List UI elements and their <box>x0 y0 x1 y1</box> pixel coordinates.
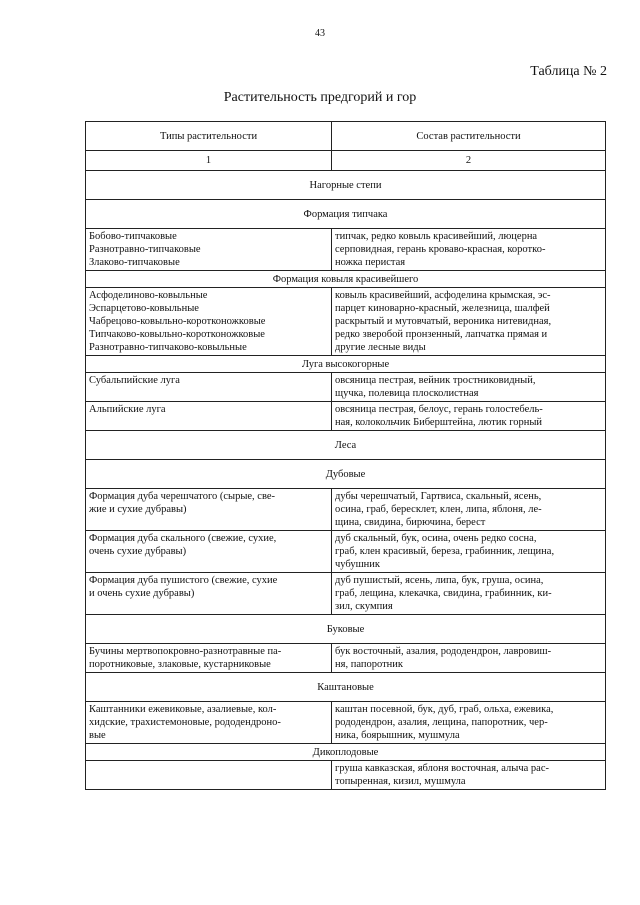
vegetation-type-cell <box>86 229 332 271</box>
vegetation-type-line: Чабрецово-ковыльно-коротконожковые <box>89 316 266 327</box>
vegetation-type-cell <box>86 761 332 790</box>
section-heading: Каштановые <box>86 673 606 702</box>
vegetation-composition-line: каштан посевной, бук, дуб, граб, ольха, ежевика, <box>335 704 554 715</box>
vegetation-composition-line: серповидная, герань кроваво-красная, коротко- <box>335 244 546 255</box>
column-number-row <box>86 151 606 171</box>
section-heading: Дикоплодовые <box>86 744 606 761</box>
vegetation-composition-line: груша кавказская, яблоня восточная, алыча рас- <box>335 763 549 774</box>
vegetation-type-line: Разнотравно-типчаковые <box>89 244 201 255</box>
vegetation-composition-line: другие лесные виды <box>335 342 426 353</box>
vegetation-table <box>85 121 606 790</box>
vegetation-composition-line: ножка перистая <box>335 257 406 268</box>
vegetation-composition-cell <box>332 489 606 531</box>
vegetation-composition-line: ня, папоротник <box>335 659 403 670</box>
vegetation-composition-line: ная, колокольчик Биберштейна, лютик горный <box>335 417 543 428</box>
table-header-row <box>86 122 606 151</box>
section-heading-row <box>86 356 606 373</box>
vegetation-type-cell <box>86 288 332 356</box>
table-title: Растительность предгорий и гор <box>223 90 417 105</box>
vegetation-composition-line: типчак, редко ковыль красивейший, люцерна <box>335 231 538 242</box>
section-heading-row <box>86 744 606 761</box>
vegetation-composition-line: дуб пушистый, ясень, липа, бук, груша, осина, <box>335 575 544 586</box>
table-row <box>86 229 606 271</box>
vegetation-type-line: Разнотравно-типчаково-ковыльные <box>89 342 247 353</box>
vegetation-composition-line: раскрытый и мутовчатый, вероника нитевидная, <box>335 316 552 327</box>
section-heading: Буковые <box>86 615 606 644</box>
vegetation-type-line: Эспарцетово-ковыльные <box>89 303 199 314</box>
vegetation-type-line: Злаково-типчаковые <box>89 257 180 268</box>
column-header-types: Типы растительности <box>86 122 332 151</box>
column-header-composition: Состав растительности <box>332 122 606 151</box>
vegetation-type-cell <box>86 573 332 615</box>
vegetation-composition-cell <box>332 531 606 573</box>
section-heading: Формация типчака <box>86 200 606 229</box>
table-row <box>86 373 606 402</box>
vegetation-composition-line: чубушник <box>335 559 381 570</box>
vegetation-type-line: и очень сухие дубравы) <box>89 588 195 599</box>
vegetation-type-line: Асфоделиново-ковыльные <box>89 290 208 301</box>
vegetation-composition-line: овсяница пестрая, вейник тростниковидный, <box>335 375 536 386</box>
section-heading: Луга высокогорные <box>86 356 606 373</box>
vegetation-composition-line: бук восточный, азалия, рододендрон, лавровиш- <box>335 646 552 657</box>
vegetation-type-line: хидские, трахистемоновые, рододендроно- <box>89 717 281 728</box>
vegetation-composition-line: зил, скумпия <box>335 601 393 612</box>
vegetation-composition-line: дуб скальный, бук, осина, очень редко сосна, <box>335 533 537 544</box>
vegetation-composition-line: щучка, полевица плосколистная <box>335 388 479 399</box>
vegetation-composition-line: ковыль красивейший, асфоделина крымская, эс- <box>335 290 551 301</box>
vegetation-composition-line: ника, боярышник, мушмула <box>335 730 460 741</box>
vegetation-type-line: очень сухие дубравы) <box>89 546 187 557</box>
section-heading-row <box>86 615 606 644</box>
vegetation-composition-line: овсяница пестрая, белоус, герань голостебель- <box>335 404 543 415</box>
section-heading: Дубовые <box>86 460 606 489</box>
table-row <box>86 573 606 615</box>
vegetation-composition-cell <box>332 573 606 615</box>
table-row <box>86 702 606 744</box>
table-row <box>86 761 606 790</box>
column-number-2: 2 <box>332 151 606 171</box>
table-row <box>86 489 606 531</box>
vegetation-composition-line: редко зверобой пронзенный, лапчатка прямая и <box>335 329 548 340</box>
column-number-1: 1 <box>86 151 332 171</box>
section-heading-row <box>86 271 606 288</box>
table-number: Таблица № 2 <box>530 64 607 79</box>
vegetation-composition-line: парцет киноварно-красный, железница, шалфей <box>335 303 550 314</box>
vegetation-composition-cell <box>332 644 606 673</box>
vegetation-composition-line: граб, лещина, клекачка, свидина, грабинник, ки- <box>335 588 552 599</box>
section-heading-row <box>86 431 606 460</box>
vegetation-composition-line: осина, граб, бересклет, клен, липа, яблоня, ле- <box>335 504 542 515</box>
vegetation-type-line: Каштанники ежевиковые, азалиевые, кол- <box>89 704 277 715</box>
vegetation-composition-line: рододендрон, азалия, лещина, папоротник, чер- <box>335 717 548 728</box>
section-heading-row <box>86 171 606 200</box>
vegetation-composition-cell <box>332 288 606 356</box>
vegetation-composition-line: топыренная, кизил, мушмула <box>335 776 466 787</box>
vegetation-composition-cell <box>332 373 606 402</box>
vegetation-type-line: Формация дуба пушистого (свежие, сухие <box>89 575 278 586</box>
table-row <box>86 402 606 431</box>
vegetation-type-line: Типчаково-ковыльно-коротконожковые <box>89 329 265 340</box>
vegetation-composition-cell <box>332 229 606 271</box>
vegetation-composition-cell <box>332 761 606 790</box>
vegetation-type-line: жие и сухие дубравы) <box>89 504 187 515</box>
vegetation-type-cell <box>86 644 332 673</box>
section-heading-row <box>86 673 606 702</box>
vegetation-composition-line: щина, свидина, бирючина, берест <box>335 517 486 528</box>
vegetation-type-cell <box>86 531 332 573</box>
table-body <box>86 171 606 790</box>
page-number: 43 <box>315 28 325 39</box>
vegetation-type-line: Альпийские луга <box>89 404 166 415</box>
vegetation-composition-cell <box>332 402 606 431</box>
vegetation-type-cell <box>86 402 332 431</box>
vegetation-type-cell <box>86 702 332 744</box>
vegetation-type-line: Бобово-типчаковые <box>89 231 177 242</box>
vegetation-type-line: Формация дуба черешчатого (сырые, све- <box>89 491 276 502</box>
vegetation-composition-line: дубы черешчатый, Гартвиса, скальный, ясень, <box>335 491 542 502</box>
section-heading: Леса <box>86 431 606 460</box>
vegetation-type-cell <box>86 373 332 402</box>
vegetation-type-line: Субальпийские луга <box>89 375 180 386</box>
vegetation-composition-line: граб, клен красивый, береза, грабинник, лещина, <box>335 546 555 557</box>
vegetation-composition-cell <box>332 702 606 744</box>
table-row <box>86 288 606 356</box>
vegetation-type-cell <box>86 489 332 531</box>
vegetation-type-line: Формация дуба скального (свежие, сухие, <box>89 533 277 544</box>
vegetation-type-line: вые <box>89 730 106 741</box>
section-heading: Нагорные степи <box>86 171 606 200</box>
vegetation-type-line: Бучины мертвопокровно-разнотравные па- <box>89 646 282 657</box>
section-heading-row <box>86 460 606 489</box>
section-heading: Формация ковыля красивейшего <box>86 271 606 288</box>
vegetation-type-line: поротниковые, злаковые, кустарниковые <box>89 659 271 670</box>
table-row <box>86 644 606 673</box>
section-heading-row <box>86 200 606 229</box>
table-row <box>86 531 606 573</box>
